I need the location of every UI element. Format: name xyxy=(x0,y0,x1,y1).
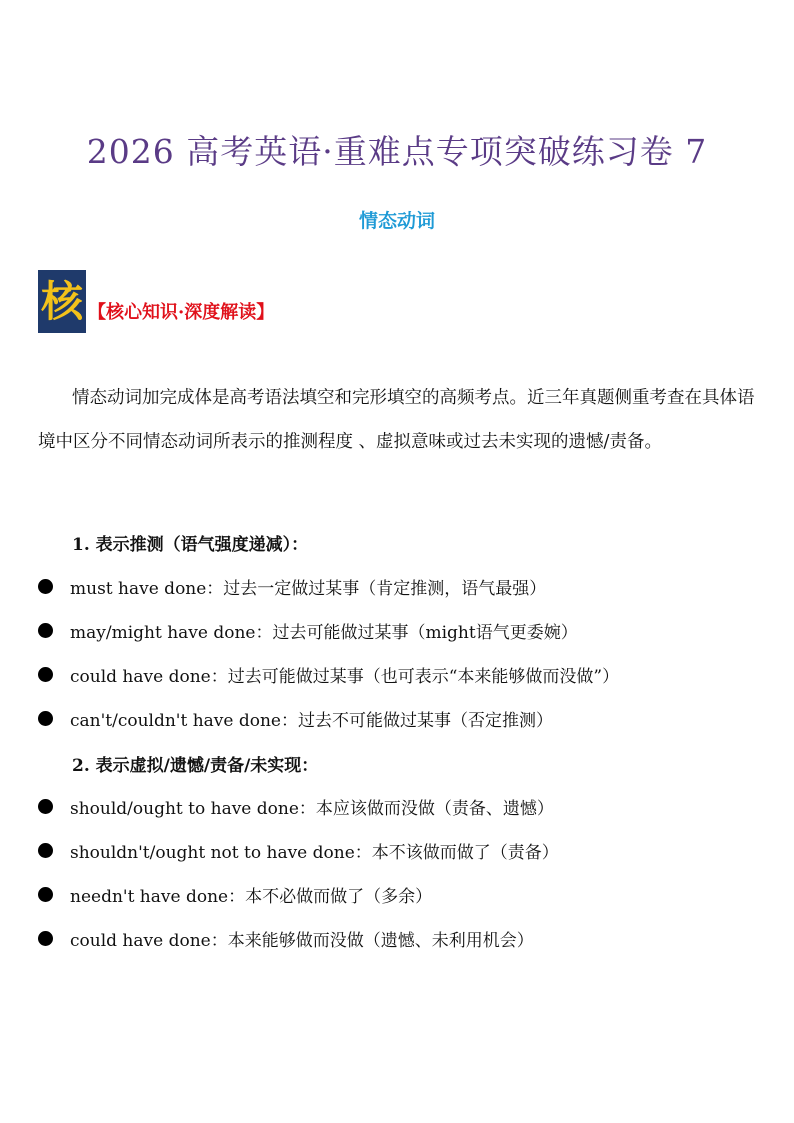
section-heading: 【核心知识·深度解读】 xyxy=(88,302,275,323)
bullet-dot-icon xyxy=(38,931,53,946)
page-title: 2026 高考英语·重难点专项突破练习卷 7 xyxy=(86,132,708,171)
bullet-dot-icon xyxy=(38,887,53,902)
list-item xyxy=(38,882,783,907)
list-item xyxy=(38,926,783,951)
bullet-dot-icon xyxy=(38,799,53,814)
bullet-dot-icon xyxy=(38,623,53,638)
list-item-text: should/ought to have done：本应该做而没做（责备、遗憾） xyxy=(70,799,554,819)
list-item-text: needn't have done：本不必做而做了（多余） xyxy=(70,887,433,907)
section-badge-icon xyxy=(38,270,86,333)
bullet-dot-icon xyxy=(38,667,53,682)
list-item-text: could have done：过去可能做过某事（也可表示“本来能够做而没做”） xyxy=(70,667,620,687)
bullet-dot-icon xyxy=(38,579,53,594)
list-item-text: must have done：过去一定做过某事（肯定推测，语气最强） xyxy=(70,579,547,599)
list-item xyxy=(38,838,783,863)
list-item xyxy=(38,794,783,819)
list-item-text: could have done：本来能够做而没做（遗憾、未利用机会） xyxy=(70,931,534,951)
list-item-text: shouldn't/ought not to have done：本不该做而做了（责备） xyxy=(70,843,559,863)
list-item-text: can't/couldn't have done：过去不可能做过某事（否定推测） xyxy=(70,711,553,731)
list-item xyxy=(38,618,783,643)
bullet-dot-icon xyxy=(38,711,53,726)
intro-paragraph: 情态动词加完成体是高考语法填空和完形填空的高频考点。近三年真题侧重考查在具体语境中区分不同情态动词所表示的推测程度 、虚拟意味或过去未实现的遗憾/责备。 xyxy=(38,388,755,452)
list-item xyxy=(38,662,783,687)
list-item-text: may/might have done：过去可能做过某事（might语气更委婉） xyxy=(70,623,578,643)
group-heading-subjunctive: 2. 表示虚拟/遗憾/责备/未实现： xyxy=(72,756,319,776)
bullet-dot-icon xyxy=(38,843,53,858)
group-heading-speculation: 1. 表示推测（语气强度递减）： xyxy=(72,535,309,555)
list-item xyxy=(38,706,783,731)
badge-character: 核 xyxy=(40,276,83,326)
list-item xyxy=(38,574,783,599)
page-subtitle: 情态动词 xyxy=(358,210,435,232)
